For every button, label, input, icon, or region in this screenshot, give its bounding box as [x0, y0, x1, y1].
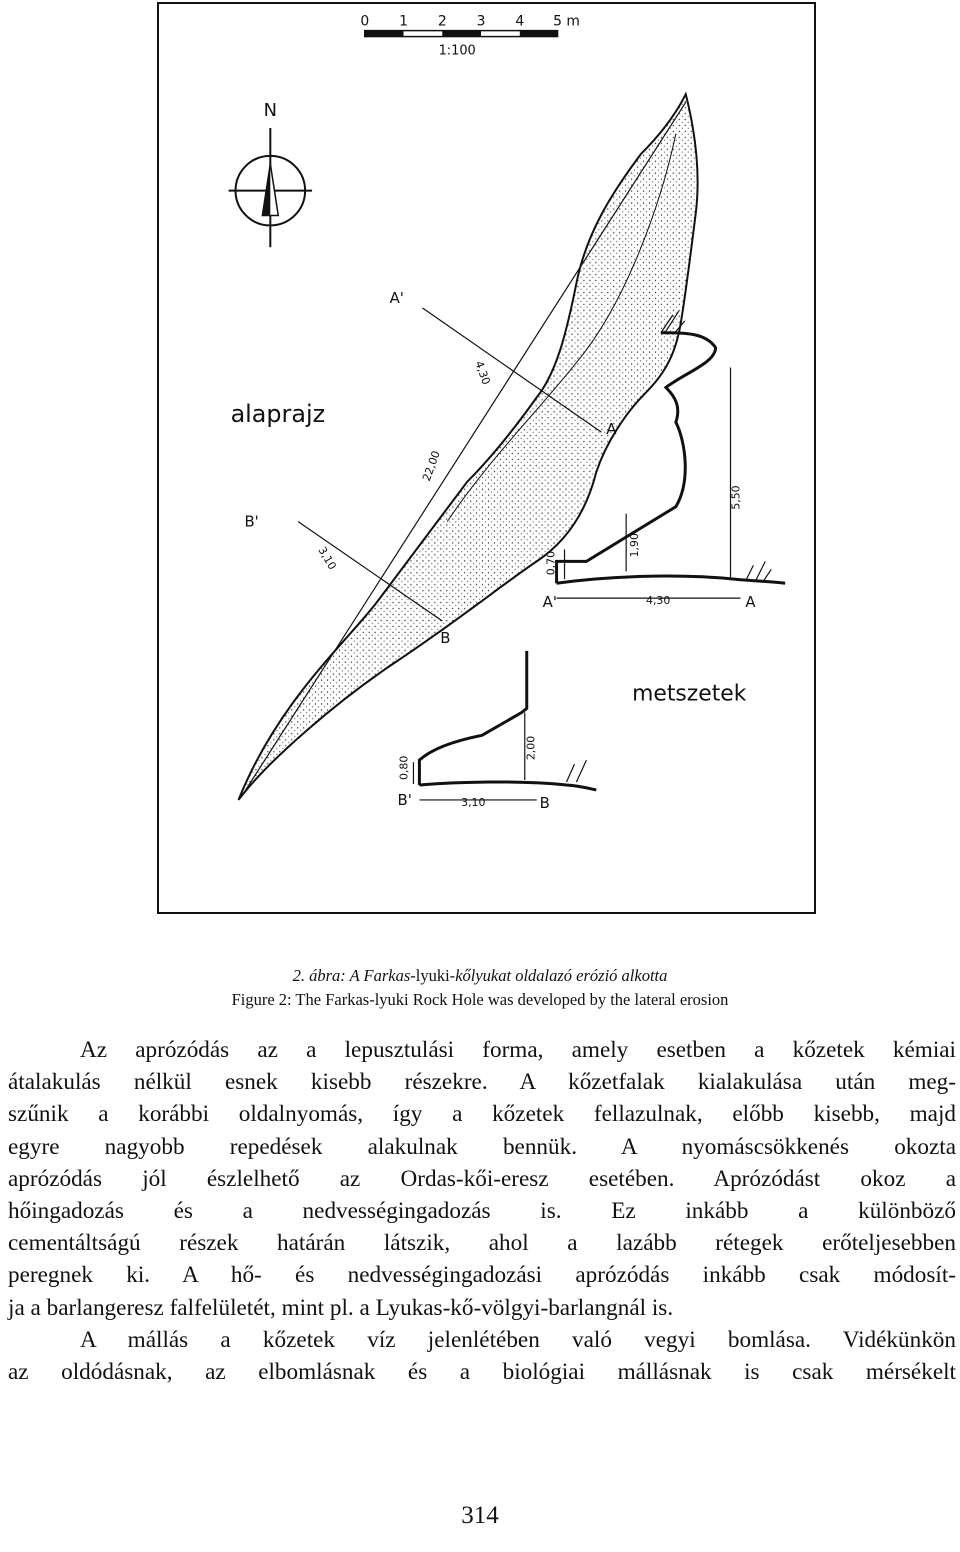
dim-width-a: 4,30	[472, 359, 493, 387]
dim-height-mid: 1,90	[628, 533, 642, 558]
body-line: cementáltságú részek határán látszik, ahol a lazább rétegek erőteljesebben	[8, 1230, 956, 1257]
dim-height-left-b: 0,80	[397, 755, 411, 781]
scale-tick-label: 2	[437, 13, 447, 30]
section-b	[397, 651, 596, 812]
section-mark-a-prime: A'	[389, 288, 404, 307]
body-line: szűnik a korábbi oldalnyomás, így a kőzetek fellazulnak, előbb kisebb, majd	[8, 1101, 956, 1128]
dim-width-b: 3,10	[315, 544, 339, 573]
dim-height-left: 0,70	[544, 550, 558, 576]
figure-frame	[157, 2, 816, 914]
scale-tick-label: 4	[515, 13, 525, 30]
body-text	[8, 1034, 956, 1388]
sections-label: metszetek	[632, 681, 747, 707]
scale-bar	[360, 14, 580, 59]
body-line: hőingadozás és a nedvességingadozás is. Ez inkább a különböző	[8, 1197, 956, 1224]
scale-tick-label: 5 m	[553, 13, 580, 30]
dim-height-total: 5,50	[729, 485, 743, 510]
body-line: átalakulás nélkül esnek kisebb részekre. A kőzetfalak kialakulása után meg-	[8, 1069, 956, 1096]
figure-caption-hu: 2. ábra: A Farkas-lyuki-kőlyukat oldalazó erózió alkotta	[292, 966, 668, 985]
section-mark-b: B	[440, 628, 451, 647]
section-a-mark-a-prime: A'	[542, 593, 557, 612]
scale-tick-label: 1	[399, 13, 408, 30]
dim-width-section-b: 3,10	[461, 795, 486, 809]
dim-length: 22,00	[419, 449, 443, 483]
plan-label: alaprajz	[230, 400, 326, 429]
body-line: ja a barlangeresz falfelületét, mint pl. a Lyukas-kő-völgyi-barlangnál is.	[8, 1294, 674, 1321]
section-mark-b-prime: B'	[244, 512, 259, 531]
section-mark-a: A	[606, 420, 617, 439]
north-arrow	[229, 100, 312, 247]
page-number: 314	[461, 1502, 499, 1529]
body-line: peregnek ki. A hő- és nedvességingadozási aprózódás inkább csak módosít-	[8, 1262, 956, 1289]
section-b-mark-b: B	[539, 793, 550, 812]
scale-tick-label: 3	[476, 13, 486, 30]
north-label: N	[263, 100, 278, 122]
cave-plan	[231, 94, 698, 800]
section-b-mark-b-prime: B'	[397, 790, 412, 809]
body-line: Az aprózódás az a lepusztulási forma, amely esetben a kőzetek kémiai	[80, 1037, 956, 1063]
body-line: aprózódás jól észlelhető az Ordas-kői-eresz esetében. Aprózódást okoz a	[8, 1165, 956, 1192]
scale-tick-label: 0	[360, 13, 370, 30]
dim-height-right: 2,00	[524, 735, 538, 761]
figure-caption-en: Figure 2: The Farkas-lyuki Rock Hole was developed by the lateral erosion	[231, 990, 729, 1009]
scale-ratio: 1:100	[438, 43, 476, 59]
body-line: A mállás a kőzetek víz jelenlétében való vegyi bomlása. Vidékünkön	[80, 1326, 956, 1353]
section-a-mark-a: A	[745, 593, 756, 612]
cave-map-figure	[159, 4, 814, 912]
body-line: az oldódásnak, az elbomlásnak és a biológiai mállásnak is csak mérsékelt	[8, 1358, 956, 1385]
dim-width-section-a: 4,30	[646, 594, 671, 608]
body-line: egyre nagyobb repedések alakulnak bennük. A nyomáscsökkenés okozta	[8, 1133, 956, 1160]
